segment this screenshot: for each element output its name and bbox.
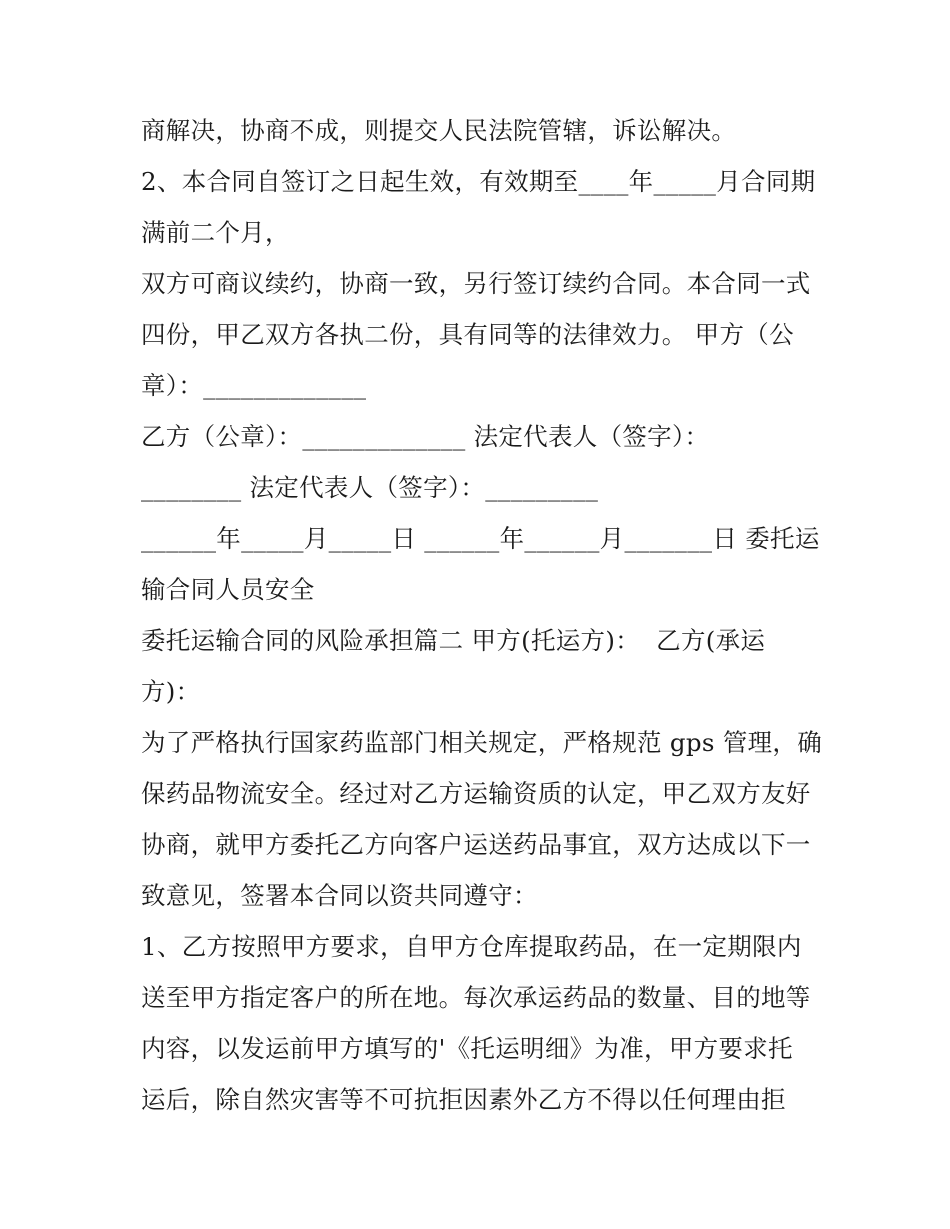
text-line: 致意见，签署本合同以资共同遵守： xyxy=(141,881,538,910)
text-line: 为了严格执行国家药监部门相关规定，严格规范 gps 管理，确 xyxy=(141,728,823,757)
text-line: 乙方（公章）：_____________ 法定代表人（签字）： xyxy=(141,422,710,451)
text-line: 方)： xyxy=(141,677,201,706)
text-line: 商解决，协商不成，则提交人民法院管辖，诉讼解决。 xyxy=(141,116,737,145)
text-line: ________ 法定代表人（签字）：_________ xyxy=(141,473,599,502)
document-body xyxy=(141,105,821,1125)
text-line: 运后，除自然灾害等不可抗拒因素外乙方不得以任何理由拒 xyxy=(141,1085,786,1114)
text-line: 协商，就甲方委托乙方向客户运送药品事宜，双方达成以下一 xyxy=(141,830,811,859)
text-line: 保药品物流安全。经过对乙方运输资质的认定，甲乙双方友好 xyxy=(141,779,811,808)
text-line: 送至甲方指定客户的所在地。每次承运药品的数量、目的地等 xyxy=(141,983,811,1012)
text-line: 章）：_____________ xyxy=(141,371,367,400)
text-line: ______年_____月_____日 ______年______月_______日 委托运 xyxy=(141,524,820,553)
text-line: 满前二个月， xyxy=(141,218,290,247)
text-line: 2、本合同自签订之日起生效，有效期至____年_____月合同期 xyxy=(141,167,816,196)
text-line: 输合同人员安全 xyxy=(141,575,315,604)
text-line: 四份，甲乙双方各执二份，具有同等的法律效力。 甲方（公 xyxy=(141,320,794,349)
text-line: 内容，以发运前甲方填写的'《托运明细》为准，甲方要求托 xyxy=(141,1034,793,1063)
text-line: 委托运输合同的风险承担篇二 甲方(托运方)： 乙方(承运 xyxy=(141,626,766,655)
text-line: 双方可商议续约，协商一致，另行签订续约合同。本合同一式 xyxy=(141,269,811,298)
text-line: 1、乙方按照甲方要求，自甲方仓库提取药品，在一定期限内 xyxy=(141,932,802,961)
